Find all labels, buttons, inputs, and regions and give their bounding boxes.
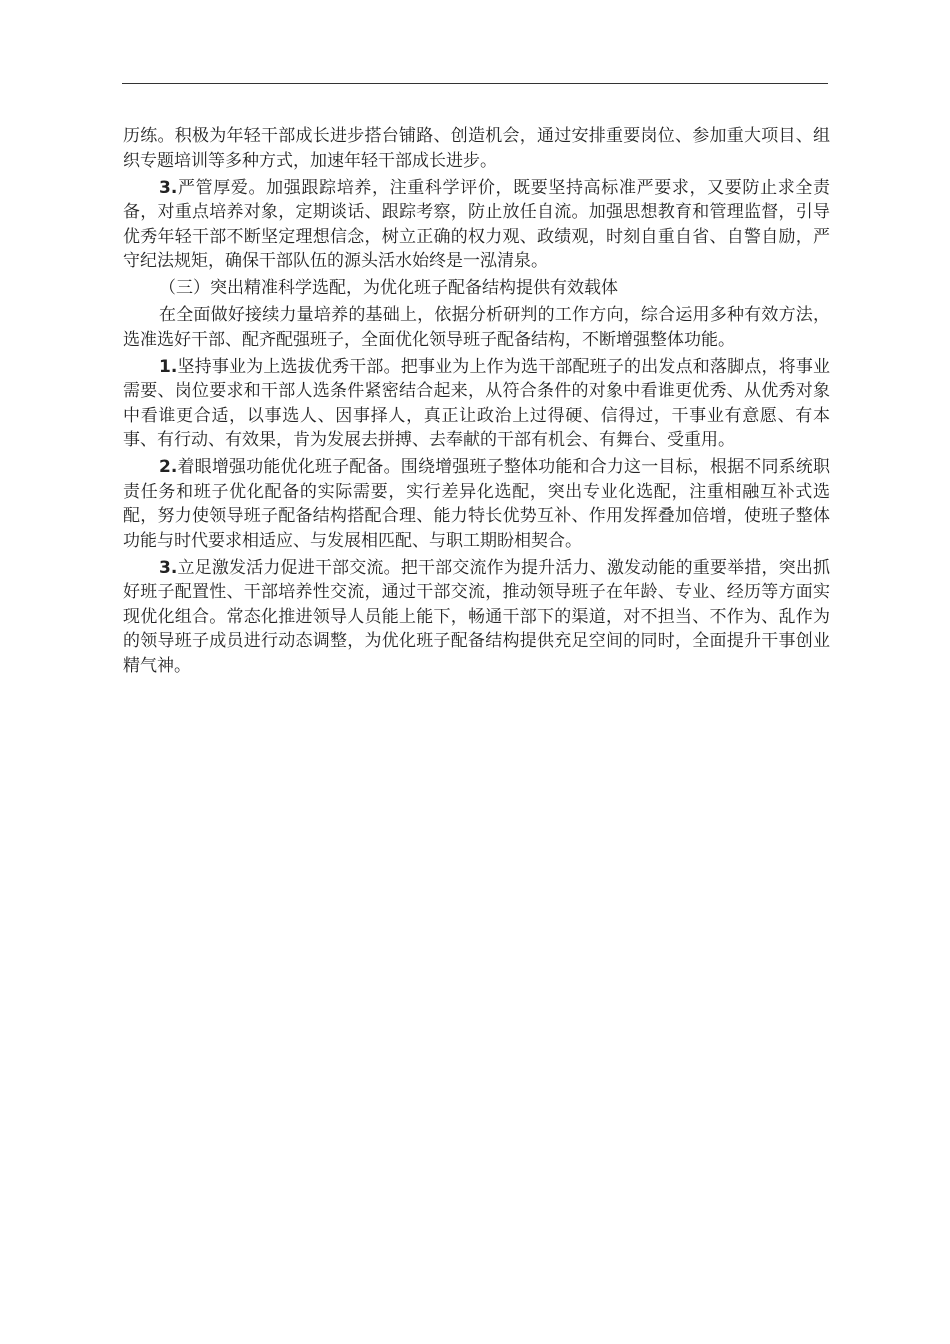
section-heading xyxy=(123,276,830,301)
paragraph-item-cadre-exchange xyxy=(123,556,830,679)
item-number: 3. xyxy=(159,557,178,578)
paragraph-text: 坚持事业为上选拔优秀干部。把事业为上作为选干部配班子的出发点和落脚点，将事业需要、岗位要求和干部人选条件紧密结合起来，从符合条件的对象中看谁更优秀、从优秀对象中看谁更合适，以事选人、因事择人，真正让政治上过得硬、信得过，干事业有意愿、有本事、有行动、有效果，肯为发展去拼搏、去奉献的干部有机会、有舞台、受重用。 xyxy=(123,356,830,450)
item-number: 3. xyxy=(159,177,178,198)
section-heading-text: （三）突出精准科学选配，为优化班子配备结构提供有效载体 xyxy=(159,278,618,298)
paragraph-item-team-function xyxy=(123,455,830,553)
document-body xyxy=(123,124,830,681)
header-divider xyxy=(122,83,828,84)
paragraph-text: 严管厚爱。加强跟踪培养，注重科学评价，既要坚持高标准严要求，又要防止求全责备，对重点培养对象，定期谈话、跟踪考察，防止放任自流。加强思想教育和管理监督，引导优秀年轻干部不断坚定理想信念，树立正确的权力观、政绩观，时刻自重自省、自警自励，严守纪法规矩，确保干部队伍的源头活水始终是一泓清泉。 xyxy=(123,177,830,271)
item-number: 1. xyxy=(159,356,178,377)
paragraph-item-career-first xyxy=(123,355,830,453)
paragraph-text: 在全面做好接续力量培养的基础上，依据分析研判的工作方向，综合运用多种有效方法，选准选好干部、配齐配强班子，全面优化领导班子配备结构，不断增强整体功能。 xyxy=(123,305,830,350)
paragraph-item-strict-care xyxy=(123,176,830,274)
paragraph-intro xyxy=(123,303,830,352)
paragraph-text: 着眼增强功能优化班子配备。围绕增强班子整体功能和合力这一目标，根据不同系统职责任务和班子优化配备的实际需要，实行差异化选配，突出专业化选配，注重相融互补式选配，努力使领导班子配备结构搭配合理、能力特长优势互补、作用发挥叠加倍增，使班子整体功能与时代要求相适应、与发展相匹配、与职工期盼相契合。 xyxy=(123,457,830,551)
paragraph-text: 立足激发活力促进干部交流。把干部交流作为提升活力、激发动能的重要举措，突出抓好班子配置性、干部培养性交流，通过干部交流，推动领导班子在年龄、专业、经历等方面实现优化组合。常态化推进领导人员能上能下，畅通干部下的渠道，对不担当、不作为、乱作为的领导班子成员进行动态调整，为优化班子配备结构提供充足空间的同时，全面提升干事创业精气神。 xyxy=(123,557,830,676)
item-number: 2. xyxy=(159,457,178,477)
paragraph-text: 历练。积极为年轻干部成长进步搭台铺路、创造机会，通过安排重要岗位、参加重大项目、组织专题培训等多种方式，加速年轻干部成长进步。 xyxy=(123,126,830,171)
paragraph-continuation xyxy=(123,124,830,173)
